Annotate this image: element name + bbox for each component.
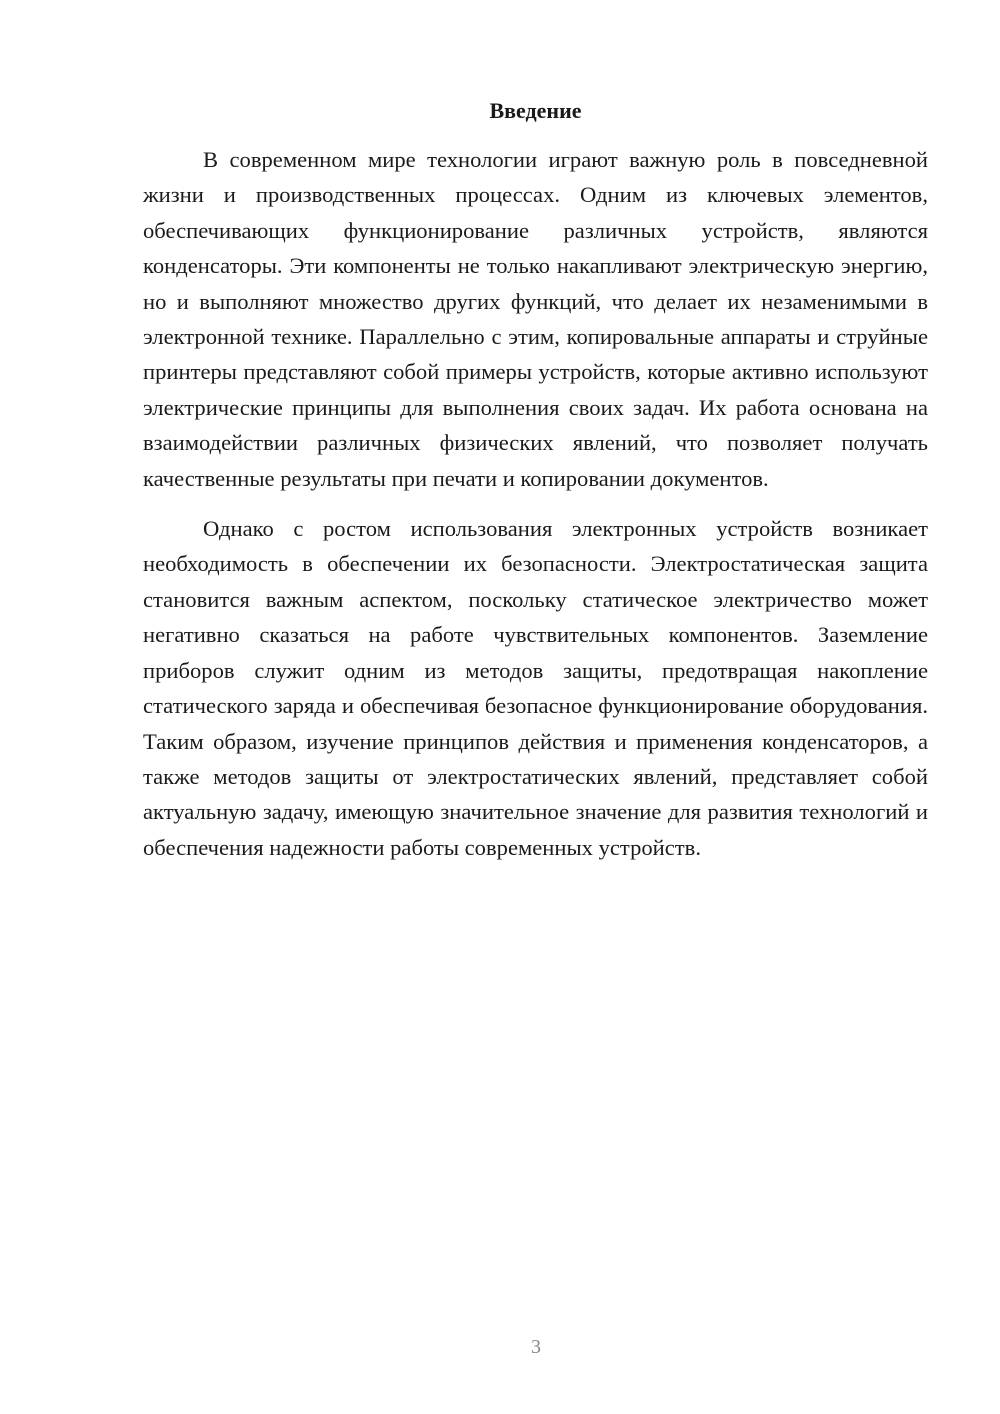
paragraph-1: В современном мире технологии играют важную роль в повседневной жизни и производственных процессах. Одним из ключевых элементов, обеспечивающих функционирование различных устройств, являются конденсаторы. Эти компоненты не только накапливают электрическую энергию, но и выполняют множество других функций, что делает их незаменимыми в электронной технике. Параллельно с этим, копировальные аппараты и струйные принтеры представляют собой примеры устройств, которые активно используют электрические принципы для выполнения своих задач. Их работа основана на взаимодействии различных физических явлений, что позволяет получать качественные результаты при печати и копировании документов. xyxy=(143,147,928,491)
section-title: Введение xyxy=(489,98,582,123)
body-text xyxy=(143,142,928,865)
page-number: 3 xyxy=(531,1336,541,1358)
paragraph-2: Однако с ростом использования электронных устройств возникает необходимость в обеспечении их безопасности. Электростатическая защита становится важным аспектом, поскольку статическое электричество может негативно сказаться на работе чувствительных компонентов. Заземление приборов служит одним из методов защиты, предотвращая накопление статического заряда и обеспечивая безопасное функционирование оборудования. Таким образом, изучение принципов действия и применения конденсаторов, а также методов защиты от электростатических явлений, представляет собой актуальную задачу, имеющую значительное значение для развития технологий и обеспечения надежности работы современных устройств. xyxy=(143,516,928,860)
